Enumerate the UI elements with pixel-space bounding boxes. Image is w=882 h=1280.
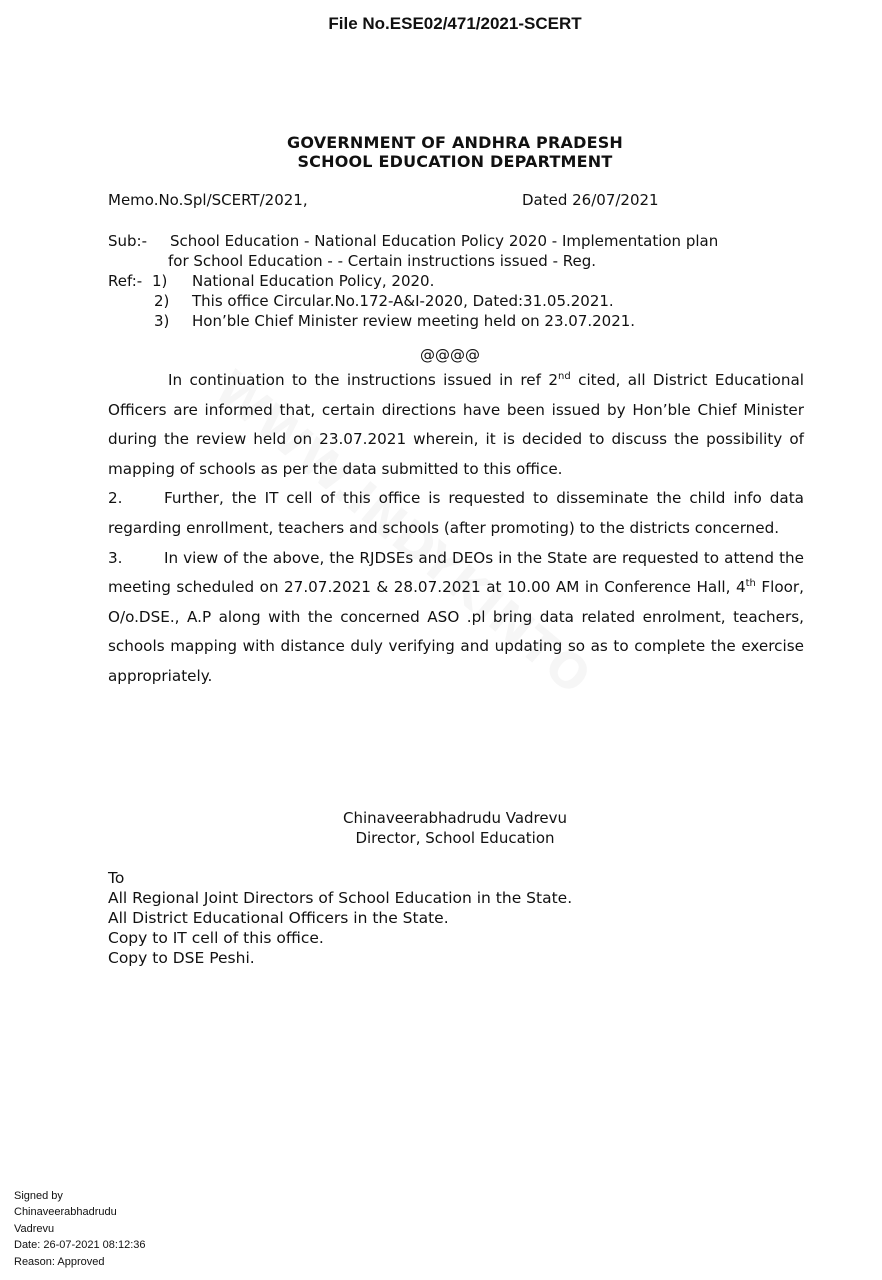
references-block [108, 271, 635, 331]
reference-number: 1) [152, 272, 168, 290]
paragraph-1: In continuation to the instructions issued in ref 2nd cited, all District Educational Officers are informed that, certain directions have been issued by Hon’ble Chief Minister during the review held on 23.07.2021 wherein, it is decided to discuss the possibility of mapping of schools as per the data submitted to this office. [108, 371, 804, 478]
subject-block [108, 231, 808, 271]
digital-signature-stamp [14, 1188, 146, 1270]
signature-reason: Reason: Approved [14, 1255, 105, 1268]
recipient-line: All District Educational Officers in the State. [108, 909, 449, 927]
file-number: File No.ESE02/471/2021-SCERT [328, 14, 582, 33]
subject-line-2: for School Education - - Certain instructions issued - Reg. [168, 252, 597, 270]
memo-number: Memo.No.Spl/SCERT/2021, [108, 191, 308, 209]
memo-date: Dated 26/07/2021 [522, 191, 659, 209]
subject-label: Sub:- [108, 232, 148, 250]
reference-number: 2) [154, 292, 170, 310]
to-label: To [108, 869, 125, 887]
memo-body [108, 366, 804, 692]
reference-text: National Education Policy, 2020. [192, 272, 435, 290]
reference-number: 3) [154, 312, 170, 330]
signatory-designation: Director, School Education [355, 829, 555, 847]
recipient-line: Copy to IT cell of this office. [108, 929, 324, 947]
government-heading: GOVERNMENT OF ANDHRA PRADESH [286, 133, 624, 152]
recipient-line: Copy to DSE Peshi. [108, 949, 255, 967]
department-heading: SCHOOL EDUCATION DEPARTMENT [297, 152, 613, 171]
signatory-name: Chinaveerabhadrudu Vadrevu [342, 809, 567, 827]
reference-text: Hon’ble Chief Minister review meeting held on 23.07.2021. [192, 312, 636, 330]
signed-by-label: Signed by [14, 1190, 63, 1202]
references-label: Ref:- [108, 272, 143, 290]
signature-date: Date: 26-07-2021 08:12:36 [14, 1239, 146, 1252]
paragraph-2: 2. Further, the IT cell of this office is requested to disseminate the child info data regarding enrollment, teachers and schools (after promoting) to the districts concerned. [108, 489, 804, 537]
recipient-line: All Regional Joint Directors of School Education in the State. [108, 889, 573, 907]
paragraph-3: 3. In view of the above, the RJDSEs and DEOs in the State are requested to attend the meeting scheduled on 27.07.2021 & 28.07.2021 at 10.00 AM in Conference Hall, 4th Floor, O/o.DSE., A.P along with the concerned ASO .pl bring data related enrolment, teachers, schools mapping with distance duly verifying and updating so as to complete the exercise appropriately. [108, 548, 804, 685]
signatory-block [310, 808, 600, 848]
subject-line-1: School Education - National Education Policy 2020 - Implementation plan [170, 232, 719, 250]
signer-name-line-1: Chinaveerabhadrudu [14, 1206, 117, 1219]
recipients-block [108, 868, 572, 968]
separator-marks: @@@@ [420, 346, 480, 364]
reference-text: This office Circular.No.172-A&I-2020, Dated:31.05.2021. [192, 292, 614, 310]
signer-name-line-2: Vadrevu [14, 1222, 55, 1235]
